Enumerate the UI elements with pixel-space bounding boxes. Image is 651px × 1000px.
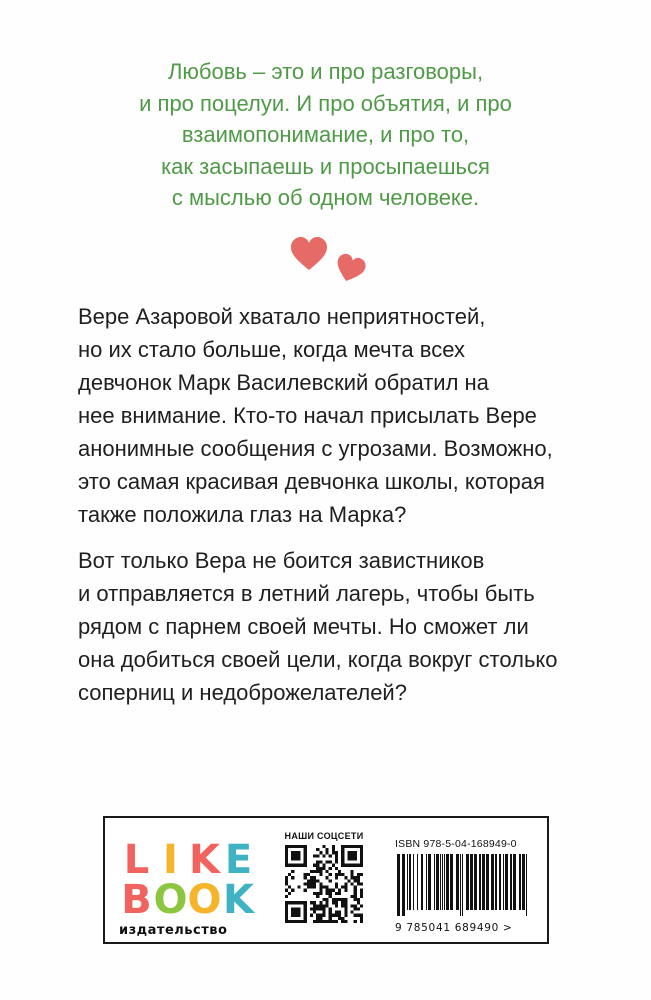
quote-line: взаимопонимание, и про то, [181, 122, 470, 147]
quote-line: как засыпаешь и просыпаешься [161, 153, 490, 179]
isbn-section [395, 838, 535, 934]
paragraph-line: нее внимание. Кто-то начал присылать Вере [78, 403, 537, 428]
qr-code[interactable] [285, 845, 363, 923]
paragraph-line: но их стало больше, когда мечта всех [78, 337, 465, 362]
paragraph-line: девчонок Марк Василевский обратил на [78, 370, 489, 395]
logo-letter: L [123, 837, 149, 883]
paragraph-line: Вере Азаровой хватало неприятностей, [78, 304, 486, 329]
quote-line: и про поцелуи. И про объятия, и про [139, 90, 512, 116]
paragraph-line: это самая красивая девчонка школы, которая [78, 469, 545, 494]
isbn-text: ISBN 978-5-04-168949-0 [395, 838, 517, 850]
publisher-imprint-box [103, 816, 549, 944]
logo-letter: I [163, 837, 177, 883]
paragraph-line: Вот только Вера не боится завистников [78, 548, 485, 573]
social-section [283, 831, 365, 928]
heart-icon [335, 254, 365, 284]
barcode [395, 854, 530, 916]
logo-subtitle: издательство [119, 923, 228, 938]
logo-letter: O [153, 877, 187, 923]
logo-row-like [119, 837, 259, 883]
paragraph-line: она добиться своей цели, когда вокруг столько [78, 647, 558, 672]
logo-letter: K [223, 877, 253, 923]
paragraph-line: соперниц и недоброжелателей? [78, 680, 407, 705]
barcode-number: 9 785041 689490 > [395, 922, 513, 934]
description-paragraph-2 [78, 544, 598, 709]
logo-letter: K [189, 837, 219, 883]
paragraph-line: и отправляется в летний лагерь, чтобы быть [78, 581, 535, 606]
paragraph-line: также положила глаз на Марка? [78, 502, 407, 527]
logo-letter: O [187, 877, 221, 923]
logo-row-book [119, 877, 259, 923]
likebook-logo [119, 837, 259, 938]
tagline-quote [60, 56, 591, 214]
quote-line: с мыслью об одном человеке. [171, 185, 480, 210]
paragraph-line: рядом с парнем своей мечты. Но сможет ли [78, 614, 529, 639]
heart-icon [290, 237, 328, 271]
logo-letter: B [121, 877, 151, 923]
description-paragraph-1 [78, 300, 598, 531]
social-title: НАШИ СОЦСЕТИ [284, 831, 364, 841]
logo-letter: E [224, 837, 252, 883]
paragraph-line: анонимные сообщения с угрозами. Возможно, [78, 436, 553, 461]
quote-line: Любовь – это и про разговоры, [167, 59, 484, 84]
